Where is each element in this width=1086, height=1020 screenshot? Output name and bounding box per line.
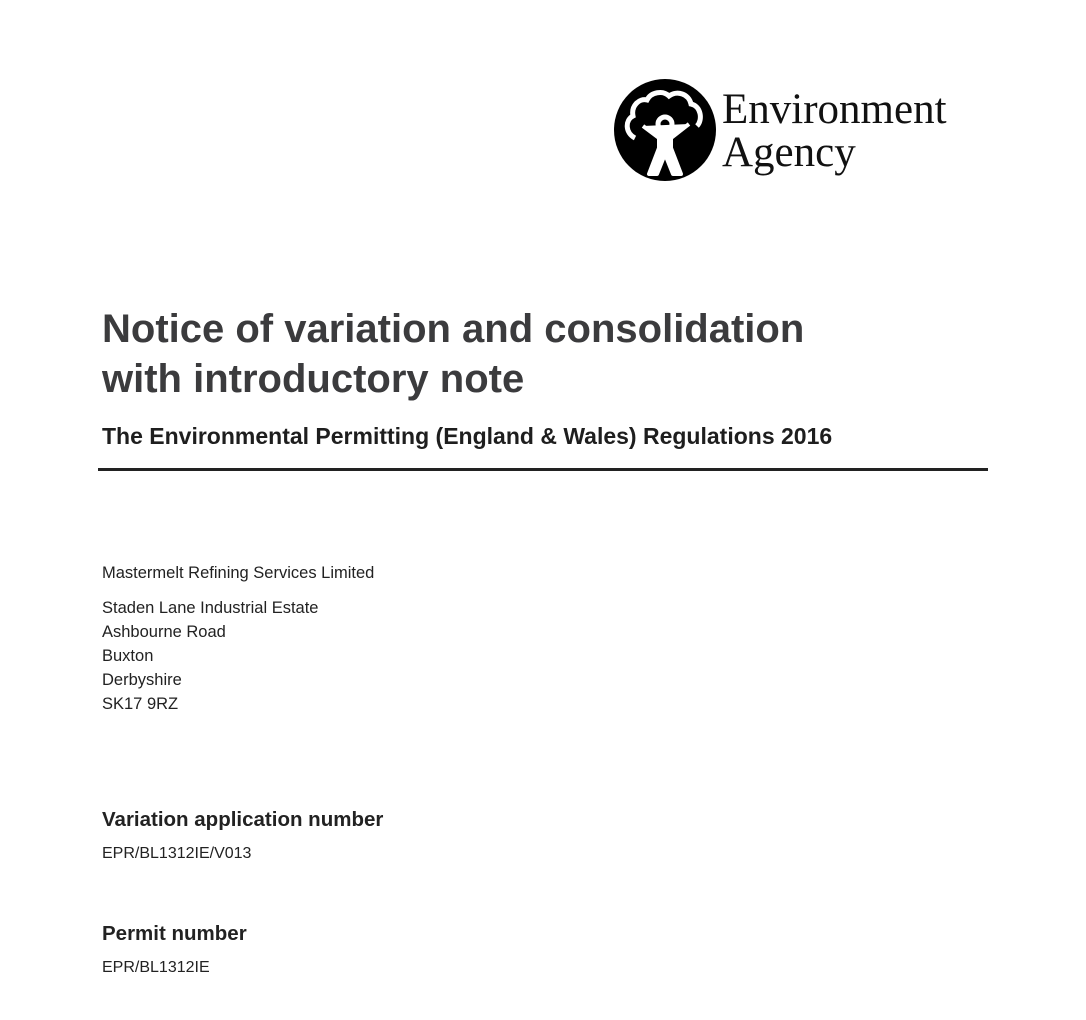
logo-text-line1: Environment: [722, 86, 947, 133]
address-line: Buxton: [102, 647, 154, 665]
logo-text-line2: Agency: [722, 129, 856, 176]
address-line: Derbyshire: [102, 671, 182, 689]
address-postcode: SK17 9RZ: [102, 695, 179, 713]
operator-name: Mastermelt Refining Services Limited: [102, 564, 375, 582]
title-divider: [98, 468, 988, 471]
permit-number-value: EPR/BL1312IE: [102, 959, 210, 976]
title-line-1: Notice of variation and consolidation: [102, 307, 805, 351]
address-line: Staden Lane Industrial Estate: [102, 599, 319, 617]
page-title: [102, 304, 804, 404]
variation-number-label: Variation application number: [102, 808, 384, 831]
variation-number-value: EPR/BL1312IE/V013: [102, 845, 252, 862]
logo-emblem-icon: [613, 78, 717, 182]
permit-number-label: Permit number: [102, 922, 247, 945]
title-line-2: with introductory note: [102, 357, 525, 401]
regulations-subtitle: The Environmental Permitting (England & Wales) Regulations 2016: [102, 423, 833, 449]
address-line: Ashbourne Road: [102, 623, 226, 641]
